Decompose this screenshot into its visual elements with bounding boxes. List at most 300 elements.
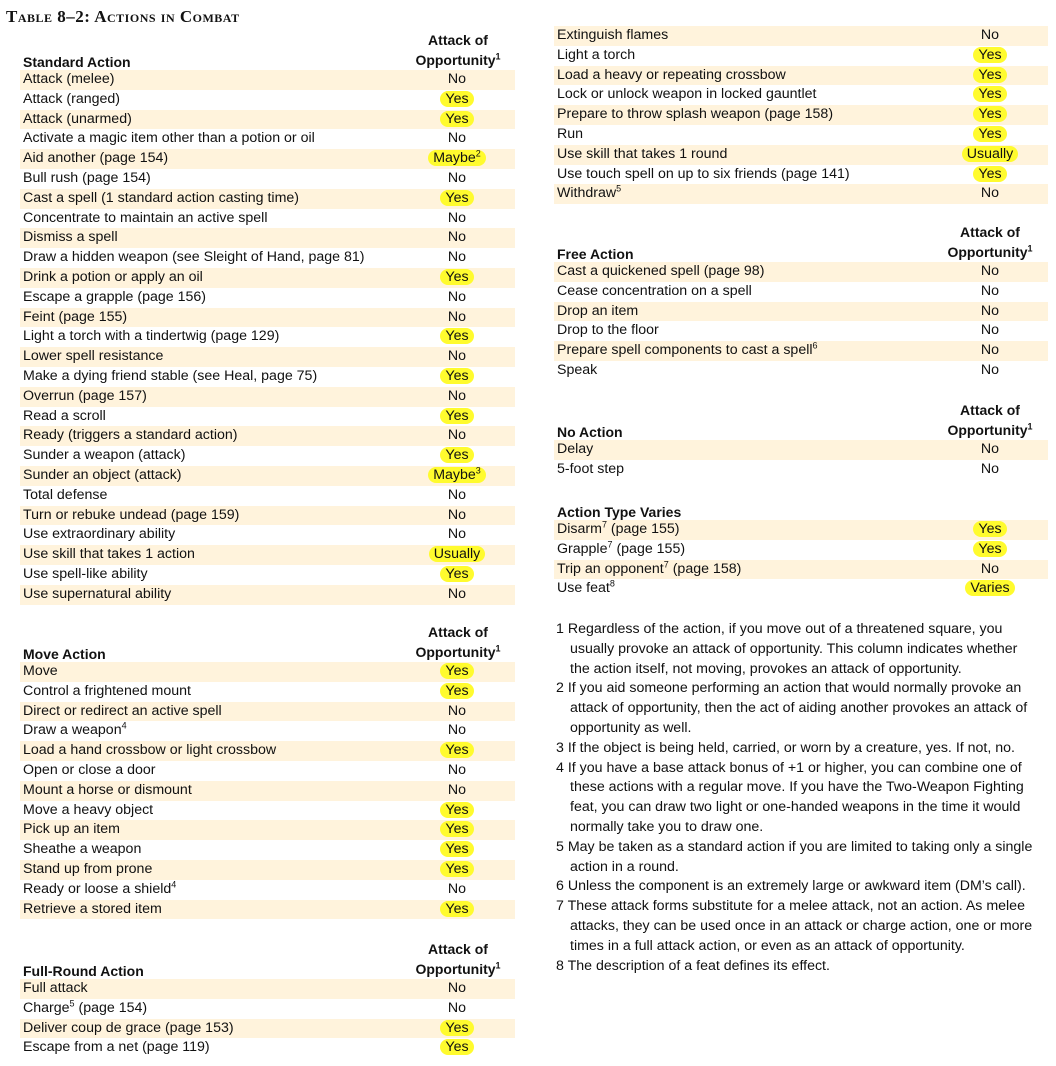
action-name: Bull rush (page 154) [23,169,151,186]
table-row [20,446,515,466]
highlighted-value [428,467,486,483]
action-label [23,682,191,702]
value-text [448,703,466,719]
value-word: No [447,288,467,305]
action-name: Drink a potion or apply an oil [23,268,203,285]
fullround-cont-section [554,26,1048,204]
aoo-value [417,545,497,565]
table-row [20,169,515,189]
table-row [20,486,515,506]
action-name: Sunder an object (attack) [23,466,182,483]
action-name: Light a torch with a tindertwig (page 129) [23,328,280,345]
highlighted-value [965,580,1014,596]
aoo-value [417,110,497,130]
action-label [23,209,267,229]
action-name: Drop an item [557,302,639,319]
footnote-ref: 5 [69,998,75,1009]
table-row [20,525,515,545]
action-name: Ready (triggers a standard action) [23,427,238,444]
footnote-ref: 1 [495,960,501,971]
value-word: Yes [978,66,1002,83]
aoo-value [417,426,497,446]
action-name: Open or close a door [23,761,156,778]
value-text [448,980,466,996]
highlighted-value [440,1020,473,1036]
aoo-value [417,979,497,999]
action-name: Move a heavy object [23,801,154,818]
action-label [23,702,222,722]
aoo-heading [936,400,1044,440]
action-page-ref: (page 158) [668,560,742,577]
aoo-value [417,565,497,585]
value-word: No [980,302,1000,319]
action-label [557,145,727,165]
aoo-value [417,702,497,722]
footnote-ref: 8 [609,578,615,589]
table-row [20,781,515,801]
value-word: No [447,427,467,444]
aoo-value [417,327,497,347]
table-row [20,347,515,367]
table-row [554,341,1048,361]
aoo-value [417,288,497,308]
aoo-value [950,125,1030,145]
action-name: Read a scroll [23,407,106,424]
highlighted-value [973,67,1006,83]
action-label [23,999,147,1019]
aoo-value [417,486,497,506]
value-text [448,881,466,897]
table-row [554,66,1048,86]
value-word: No [447,229,467,246]
value-word: No [447,209,467,226]
varies-section [554,500,1048,599]
value-word: Yes [445,860,469,877]
aoo-value [417,880,497,900]
aoo-heading-line2: Opportunity [947,244,1028,260]
action-name: Feint (page 155) [23,308,128,325]
action-name: Prepare spell components to cast a spell [557,342,813,359]
value-word: No [447,71,467,87]
table-row [20,682,515,702]
aoo-value [417,721,497,741]
value-word: Yes [445,268,469,285]
table-row [20,702,515,722]
section-header [554,222,1048,262]
section-header [554,400,1048,440]
footnote-item: 2 If you aid someone performing an action that would normally provoke an attack of opportunity, then the act of aiding another provokes an attack of opportunity as well. [556,680,1028,736]
action-name: Use touch spell on up to six friends (page 141) [557,165,850,182]
value-text [981,185,999,201]
table-row [20,840,515,860]
value-word: Yes [978,521,1002,537]
highlighted-value [440,802,473,818]
aoo-value [950,165,1030,185]
aoo-value [417,506,497,526]
highlighted-value [440,111,473,127]
highlighted-value [440,821,473,837]
value-text [448,507,466,523]
table-row [20,327,515,347]
value-word: Yes [978,106,1002,123]
value-text [448,427,466,443]
aoo-value [417,1038,497,1058]
value-text [448,289,466,305]
table-row [20,426,515,446]
highlighted-value [440,1039,473,1055]
table-row [20,209,515,229]
aoo-value [417,801,497,821]
action-name: Cease concentration on a spell [557,282,752,299]
highlighted-value [440,901,473,917]
table-row [554,540,1048,560]
value-word: No [447,249,467,266]
table-row [554,184,1048,204]
table-row [554,125,1048,145]
aoo-value [417,169,497,189]
aoo-heading-line1: Attack of [428,624,488,640]
action-name: Use skill that takes 1 action [23,546,195,563]
value-text [448,210,466,226]
highlighted-value [973,521,1006,537]
action-name: Cast a spell (1 standard action casting time) [23,189,299,206]
value-text [981,283,999,299]
table-row [20,407,515,427]
table-row [20,90,515,110]
value-word: Varies [970,580,1010,597]
action-name: Use spell-like ability [23,565,148,582]
aoo-value [417,209,497,229]
action-label [23,466,182,486]
table-row [554,560,1048,580]
value-word: No [447,761,467,778]
action-name: Trip an opponent [557,560,664,577]
action-name: Overrun (page 157) [23,387,147,404]
section-header [554,500,1048,520]
table-row [20,110,515,130]
aoo-value [950,540,1030,560]
table-row [20,801,515,821]
value-text [981,263,999,279]
table-row [20,741,515,761]
action-name: Pick up an item [23,821,120,838]
action-type-heading: Full-Round Action [23,963,144,979]
highlighted-value [440,269,473,285]
aoo-value [417,585,497,605]
table-row [554,105,1048,125]
noaction-column [554,400,1048,480]
action-name: Lower spell resistance [23,348,164,365]
action-label [557,540,685,560]
highlighted-value [973,126,1006,142]
action-label [557,361,597,381]
highlighted-value [440,841,473,857]
value-text [448,229,466,245]
value-word: No [447,722,467,739]
action-name: Aid another (page 154) [23,150,169,167]
action-name: Speak [557,361,598,378]
table-row [20,1019,515,1039]
action-name: Use skill that takes 1 round [557,145,728,162]
value-text [448,586,466,602]
action-name: Attack (ranged) [23,90,120,107]
aoo-value [950,66,1030,86]
aoo-value [417,248,497,268]
aoo-value [950,85,1030,105]
action-name: Mount a horse or dismount [23,781,192,798]
aoo-heading-line2: Opportunity [947,422,1028,438]
action-label [23,565,148,585]
table-row [554,26,1048,46]
action-label [557,165,850,185]
value-word: No [980,322,1000,339]
action-name: Grapple [557,540,608,557]
highlighted-value [440,328,473,344]
footnote-ref: 4 [121,720,127,731]
action-name: Stand up from prone [23,860,153,877]
aoo-value [950,321,1030,341]
aoo-heading-line2: Opportunity [415,961,496,977]
aoo-value [417,268,497,288]
table-row [20,149,515,169]
aoo-heading-line2: Opportunity [415,644,496,660]
value-word: Yes [445,189,469,206]
aoo-value [417,525,497,545]
value-word: No [980,263,1000,279]
value-word: Yes [445,682,469,699]
aoo-value [950,341,1030,361]
value-text [981,27,999,43]
action-name: Dismiss a spell [23,229,118,246]
aoo-heading [404,622,512,662]
action-label [23,268,203,288]
value-word: Yes [978,165,1002,182]
value-text [448,249,466,265]
footnote-ref: 7 [601,519,607,530]
table-row [554,85,1048,105]
highlighted-value [962,146,1019,162]
value-word: No [447,526,467,543]
value-word: Yes [445,900,469,917]
action-name: Extinguish flames [557,27,669,43]
highlighted-value [440,683,473,699]
value-word: Yes [445,447,469,464]
aoo-value [950,46,1030,66]
table-row [554,460,1048,480]
action-type-heading: Standard Action [23,54,131,70]
action-label [23,189,299,209]
action-label [557,520,680,540]
aoo-value [417,781,497,801]
action-label [23,801,153,821]
table-row [20,721,515,741]
footnote-item: 3 If the object is being held, carried, or worn by a creature, yes. If not, no. [556,739,1015,756]
table-row [554,361,1048,381]
value-text [981,561,999,577]
footnote-ref: 1 [1027,243,1033,254]
value-text [448,526,466,542]
value-word: Yes [445,367,469,384]
highlighted-value [440,566,473,582]
action-label [23,486,107,506]
value-word: Yes [978,125,1002,142]
action-name: Make a dying friend stable (see Heal, page 75) [23,367,318,384]
action-name: Charge [23,999,70,1016]
value-word: Yes [445,90,469,107]
value-word: Yes [978,86,1002,103]
table-row [20,900,515,920]
table-row [554,165,1048,185]
action-label [23,585,171,605]
action-label [557,460,624,480]
action-name: Escape from a net (page 119) [23,1039,210,1056]
action-name: Draw a weapon [23,722,122,739]
table-row [554,262,1048,282]
footnote-ref: 2 [475,148,481,159]
action-name: Activate a magic item other than a potion or oil [23,130,315,147]
value-text [448,309,466,325]
action-label [23,506,239,526]
section-header [20,30,515,70]
action-label [23,545,195,565]
value-word: Usually [433,546,481,563]
action-name: Retrieve a stored item [23,900,162,917]
aoo-value [950,184,1030,204]
action-page-ref: (page 155) [606,521,680,537]
value-word: No [980,27,1000,43]
aoo-value [417,761,497,781]
table-row [554,282,1048,302]
aoo-heading [404,30,512,70]
value-word: No [980,361,1000,378]
action-name: Sunder a weapon (attack) [23,447,186,464]
table-row [20,585,515,605]
footnote-ref: 1 [495,51,501,62]
table-row [20,565,515,585]
highlighted-value [440,742,473,758]
action-label [23,90,120,110]
action-name: Run [557,125,584,142]
highlighted-value [440,861,473,877]
move-section [20,622,515,919]
table-row [20,70,515,90]
action-type-heading: No Action [557,424,623,440]
footnote-ref: 5 [616,183,622,194]
table-row [554,321,1048,341]
highlighted-value [973,47,1006,63]
action-label [23,327,279,347]
table-row [554,579,1048,599]
aoo-value [417,149,497,169]
fullround-section [20,939,515,1058]
varies-column [554,500,1048,599]
value-word: Yes [978,540,1002,557]
aoo-heading [404,939,512,979]
action-name: Use extraordinary ability [23,526,176,543]
action-label [23,426,238,446]
action-name: Drop to the floor [557,322,659,339]
action-name: Use feat [557,580,610,597]
action-label [557,302,638,322]
aoo-value [417,840,497,860]
action-label [23,741,276,761]
aoo-value [417,228,497,248]
highlighted-value [440,368,473,384]
aoo-value [417,308,497,328]
aoo-value [417,682,497,702]
value-word: No [980,185,1000,202]
action-label [23,129,315,149]
value-word: Yes [445,663,469,679]
table-row [20,367,515,387]
action-type-heading: Move Action [23,646,106,662]
aoo-value [950,26,1030,46]
aoo-value [950,145,1030,165]
value-text [448,782,466,798]
value-word: Usually [966,145,1014,162]
aoo-value [417,70,497,90]
aoo-heading-line1: Attack of [960,224,1020,240]
value-word: No [447,169,467,186]
action-label [557,282,752,302]
footnote-ref: 7 [663,558,669,569]
table-row [20,189,515,209]
value-word: No [447,348,467,365]
value-word: Yes [445,328,469,345]
action-name: Escape a grapple (page 156) [23,288,206,305]
table-row [20,228,515,248]
table-row [20,999,515,1019]
value-word: Yes [445,1039,469,1056]
action-label [557,321,659,341]
table-row [20,387,515,407]
aoo-value [950,361,1030,381]
value-word: No [447,999,467,1016]
highlighted-value [440,190,473,206]
action-name: Concentrate to maintain an active spell [23,209,268,226]
footnote-item: 1 Regardless of the action, if you move out of a threatened square, you usually provoke an attack of opportunity. This column indicates whether the action itself, not moving, provokes an attack of opportunity. [556,621,1018,677]
value-text [448,487,466,503]
value-word: No [447,880,467,897]
table-row [554,145,1048,165]
action-name: Withdraw [557,185,617,202]
action-name: 5-foot step [557,460,625,477]
action-name: Deliver coup de grace (page 153) [23,1019,234,1036]
aoo-value [417,662,497,682]
aoo-value [417,367,497,387]
action-name: Disarm [557,521,602,537]
value-word: Maybe [433,466,476,483]
footnote-item: 8 The description of a feat defines its effect. [556,957,830,974]
aoo-value [950,460,1030,480]
table-title: Table 8–2: Actions in Combat [6,7,240,26]
action-name: Attack (melee) [23,71,115,87]
action-label [23,900,162,920]
aoo-value [417,741,497,761]
aoo-value [417,189,497,209]
value-word: No [980,342,1000,359]
footnote-ref: 7 [607,539,613,550]
action-label [23,169,151,189]
value-word: No [447,486,467,503]
action-label [23,228,118,248]
action-label [23,781,192,801]
action-label [23,662,58,682]
value-text [448,1000,466,1016]
action-page-ref: (page 155) [612,540,686,557]
value-word: Maybe [433,150,476,167]
aoo-value [950,282,1030,302]
